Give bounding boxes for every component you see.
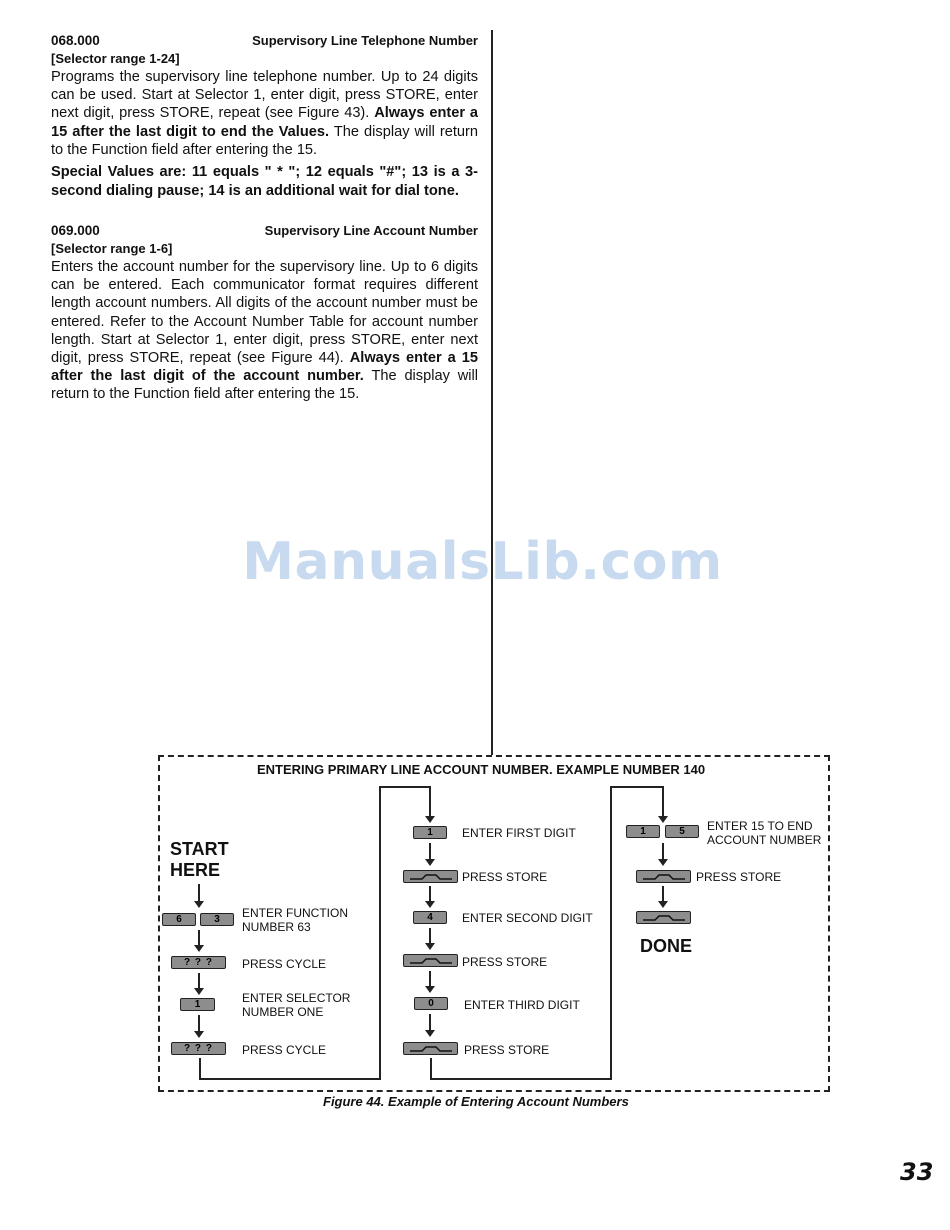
page-number: 33 bbox=[900, 1158, 934, 1186]
enter-selector-label: ENTER SELECTOR NUMBER ONE bbox=[242, 991, 351, 1019]
key-6 bbox=[162, 913, 196, 926]
key-1 bbox=[180, 998, 215, 1011]
store-key bbox=[636, 870, 691, 883]
key-1 bbox=[413, 826, 447, 839]
flow-arrow bbox=[662, 786, 664, 817]
section-body bbox=[51, 258, 478, 404]
store-key-icon bbox=[408, 1045, 454, 1053]
connector-line bbox=[199, 1058, 201, 1080]
connector-line bbox=[430, 1058, 432, 1080]
after-note: The display will return to the Function field after entering the 15. bbox=[51, 123, 478, 158]
flow-arrow bbox=[198, 884, 200, 902]
section-title: Supervisory Line Account Number bbox=[264, 223, 478, 238]
watermark: ManualsLib.com bbox=[242, 532, 723, 592]
key-4 bbox=[413, 911, 447, 924]
special-values: Special Values are: 11 equals " * "; 12 equals "#"; 13 is a 3-second dialing pause; 14 is an additional wait for dial tone. bbox=[51, 164, 478, 199]
flow-arrow bbox=[198, 1015, 200, 1032]
flow-arrow bbox=[429, 1014, 431, 1031]
key-5 bbox=[665, 825, 699, 838]
connector-line bbox=[610, 786, 612, 1080]
press-store-label: PRESS STORE bbox=[462, 870, 548, 884]
store-key bbox=[403, 954, 458, 967]
section-069 bbox=[51, 221, 478, 404]
cycle-key bbox=[171, 1042, 226, 1055]
figure-caption: Figure 44. Example of Entering Account Numbers bbox=[323, 1094, 629, 1109]
press-store-label: PRESS STORE bbox=[462, 955, 548, 969]
enter-third-digit-label: ENTER THIRD DIGIT bbox=[464, 998, 580, 1012]
description: Programs the supervisory line telephone number. Up to 24 digits can be used. Start at Selector 1, enter digit, press STORE, enter next digit, press STORE, repeat (see Figure 43). bbox=[51, 69, 478, 122]
flow-arrow bbox=[429, 886, 431, 902]
press-store-label: PRESS STORE bbox=[464, 1043, 550, 1057]
selector-range: [Selector range 1-6] bbox=[51, 241, 173, 256]
section-number: 068.000 bbox=[51, 33, 100, 48]
section-number: 069.000 bbox=[51, 223, 100, 238]
flow-arrow bbox=[429, 786, 431, 817]
key-label: 4 bbox=[427, 911, 433, 923]
key-label: ? ? ? bbox=[184, 956, 213, 968]
key-label: ? ? ? bbox=[184, 1042, 213, 1054]
bold-note: Always enter a 15 after the last digit to end the Values. bbox=[51, 105, 478, 140]
store-key bbox=[403, 870, 458, 883]
key-label: 5 bbox=[679, 825, 685, 837]
key-label: 1 bbox=[427, 826, 433, 838]
section-body bbox=[51, 68, 478, 159]
flow-arrow bbox=[198, 973, 200, 989]
section-068 bbox=[51, 31, 478, 215]
bold-note: Always enter a 15 after the last digit of the account number. bbox=[51, 350, 479, 385]
flow-arrow bbox=[662, 843, 664, 860]
enter-second-digit-label: ENTER SECOND DIGIT bbox=[462, 911, 593, 925]
after-note: The display will return to the Function field after entering the 15. bbox=[51, 368, 478, 403]
press-cycle-label: PRESS CYCLE bbox=[242, 957, 327, 971]
press-cycle-label: PRESS CYCLE bbox=[242, 1043, 327, 1057]
column-divider bbox=[491, 30, 493, 755]
key-label: 6 bbox=[176, 913, 182, 925]
press-store-label: PRESS STORE bbox=[696, 870, 782, 884]
start-here-label: START HERE bbox=[170, 839, 229, 880]
enter-15-label: ENTER 15 TO END ACCOUNT NUMBER bbox=[707, 819, 822, 847]
store-key-icon bbox=[641, 914, 687, 922]
figure-title: ENTERING PRIMARY LINE ACCOUNT NUMBER. EXAMPLE NUMBER 140 bbox=[257, 762, 706, 777]
cycle-key bbox=[171, 956, 226, 969]
key-label: 0 bbox=[428, 997, 434, 1009]
flow-arrow bbox=[662, 886, 664, 902]
section-header bbox=[51, 31, 478, 50]
done-label: DONE bbox=[640, 936, 693, 956]
key-3 bbox=[200, 913, 234, 926]
connector-line bbox=[199, 1078, 381, 1080]
key-label: 3 bbox=[214, 913, 220, 925]
enter-function-label: ENTER FUNCTION NUMBER 63 bbox=[242, 906, 348, 934]
flow-arrow bbox=[429, 843, 431, 860]
enter-first-digit-label: ENTER FIRST DIGIT bbox=[462, 826, 576, 840]
connector-line bbox=[379, 786, 431, 788]
connector-line bbox=[379, 786, 381, 1080]
description: Enters the account number for the supervisory line. Up to 6 digits can be entered. Each communicator format requires different length account numbers. All digits of the account number must be entered. Refer to the Account Number Table for account number length. Start at Selector 1, enter digit, press STORE, enter next digit, press STORE, repeat (see Figure 44). bbox=[51, 259, 478, 367]
flow-arrow bbox=[429, 928, 431, 944]
key-0 bbox=[414, 997, 448, 1010]
store-key-icon bbox=[641, 873, 687, 881]
section-header bbox=[51, 221, 478, 240]
flow-arrow bbox=[429, 971, 431, 987]
key-label: 1 bbox=[640, 825, 646, 837]
connector-line bbox=[430, 1078, 612, 1080]
connector-line bbox=[610, 786, 664, 788]
key-1 bbox=[626, 825, 660, 838]
store-key bbox=[403, 1042, 458, 1055]
selector-range: [Selector range 1-24] bbox=[51, 51, 180, 66]
store-key-icon bbox=[408, 957, 454, 965]
store-key-icon bbox=[408, 873, 454, 881]
flow-arrow bbox=[198, 930, 200, 946]
key-label: 1 bbox=[194, 998, 201, 1010]
section-title: Supervisory Line Telephone Number bbox=[252, 33, 478, 48]
store-key bbox=[636, 911, 691, 924]
